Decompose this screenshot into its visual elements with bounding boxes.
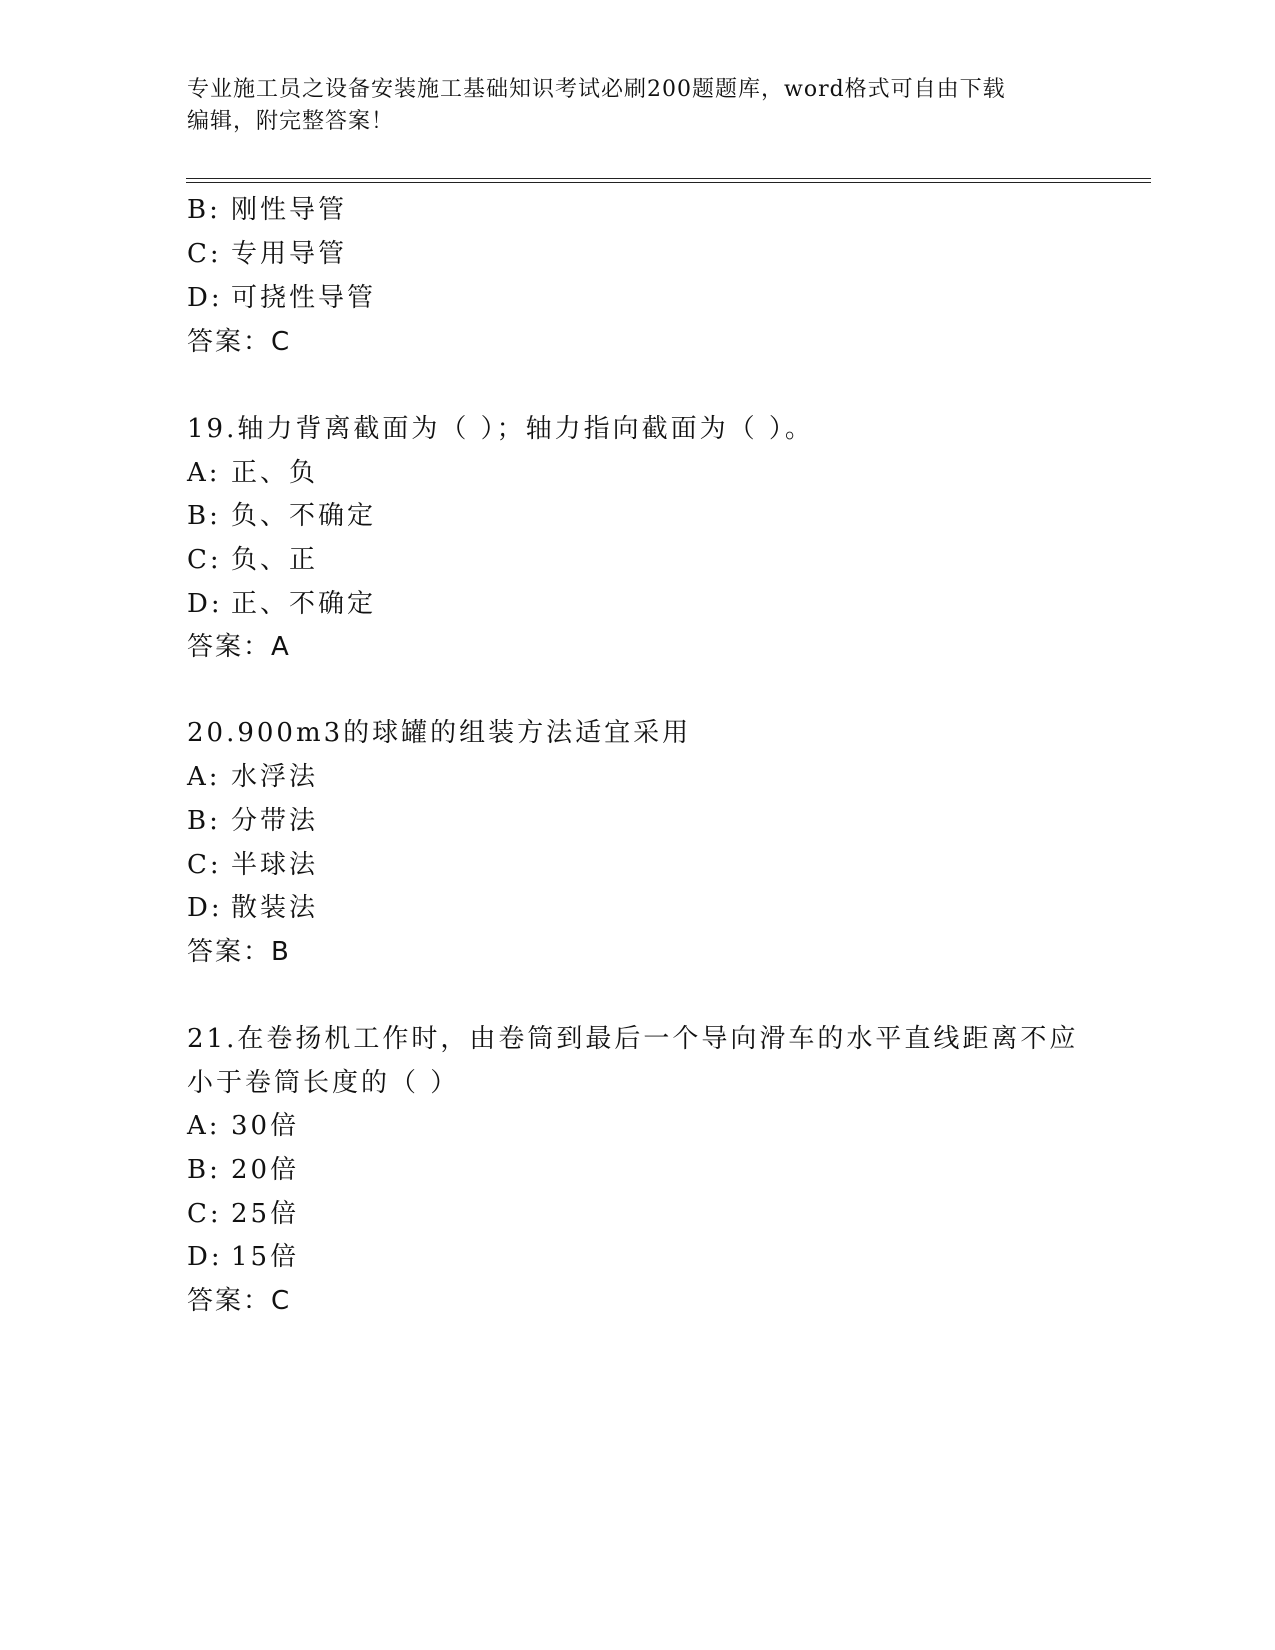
header-rule-bottom	[186, 182, 1151, 183]
document-header	[187, 74, 1087, 138]
option-c	[187, 543, 318, 577]
option-text: 25倍	[231, 1199, 300, 1229]
header-line-1: 专业施工员之设备安装施工基础知识考试必刷200题题库，word格式可自由下载	[187, 77, 1006, 102]
option-text: 半球法	[231, 850, 319, 880]
option-text: 可挠性导管	[231, 283, 377, 313]
answer-line: 答案：A	[187, 632, 291, 662]
option-label: B:	[187, 1155, 221, 1185]
option-text: 散装法	[231, 893, 319, 923]
option-text: 水浮法	[231, 762, 319, 792]
option-c	[187, 1197, 299, 1231]
question-21-text-line-2: 小于卷筒长度的（ ）	[187, 1068, 460, 1098]
option-label: C:	[187, 1199, 222, 1229]
option-label: B:	[187, 806, 221, 836]
option-text: 15倍	[231, 1242, 300, 1272]
option-c	[187, 237, 347, 271]
option-d	[187, 281, 376, 315]
header-rule-top	[186, 178, 1151, 179]
option-a	[187, 1109, 299, 1143]
option-b	[187, 1153, 299, 1187]
option-label: B:	[187, 195, 221, 225]
question-19-text: 19.轴力背离截面为（ ）；轴力指向截面为（ ）。	[187, 414, 814, 444]
option-d	[187, 891, 318, 925]
option-text: 正、负	[231, 458, 319, 488]
header-line-2: 编辑，附完整答案！	[187, 109, 395, 134]
option-text: 专用导管	[231, 239, 348, 269]
option-label: C:	[187, 239, 222, 269]
option-a	[187, 760, 318, 794]
option-label: D:	[187, 893, 223, 923]
option-text: 分带法	[231, 806, 319, 836]
option-label: A:	[187, 1111, 221, 1141]
option-b	[187, 804, 318, 838]
option-label: B:	[187, 501, 221, 531]
option-label: A:	[187, 762, 221, 792]
option-text: 刚性导管	[231, 195, 348, 225]
option-label: D:	[187, 283, 223, 313]
option-b	[187, 193, 347, 227]
option-d	[187, 587, 376, 621]
option-label: C:	[187, 850, 222, 880]
option-a	[187, 456, 318, 490]
answer-line: 答案：C	[187, 327, 292, 357]
option-label: D:	[187, 1242, 223, 1272]
option-text: 20倍	[231, 1155, 300, 1185]
option-d	[187, 1240, 299, 1274]
option-label: C:	[187, 545, 222, 575]
question-20-text: 20.900m3的球罐的组装方法适宜采用	[187, 718, 692, 748]
option-b	[187, 499, 376, 533]
answer-line: 答案：C	[187, 1286, 292, 1316]
option-text: 负、正	[231, 545, 319, 575]
option-label: D:	[187, 589, 223, 619]
option-text: 30倍	[231, 1111, 300, 1141]
option-text: 负、不确定	[231, 501, 377, 531]
answer-line: 答案：B	[187, 937, 291, 967]
option-c	[187, 848, 318, 882]
question-21-text-line-1: 21.在卷扬机工作时，由卷筒到最后一个导向滑车的水平直线距离不应	[187, 1024, 1079, 1054]
option-text: 正、不确定	[231, 589, 377, 619]
option-label: A:	[187, 458, 221, 488]
